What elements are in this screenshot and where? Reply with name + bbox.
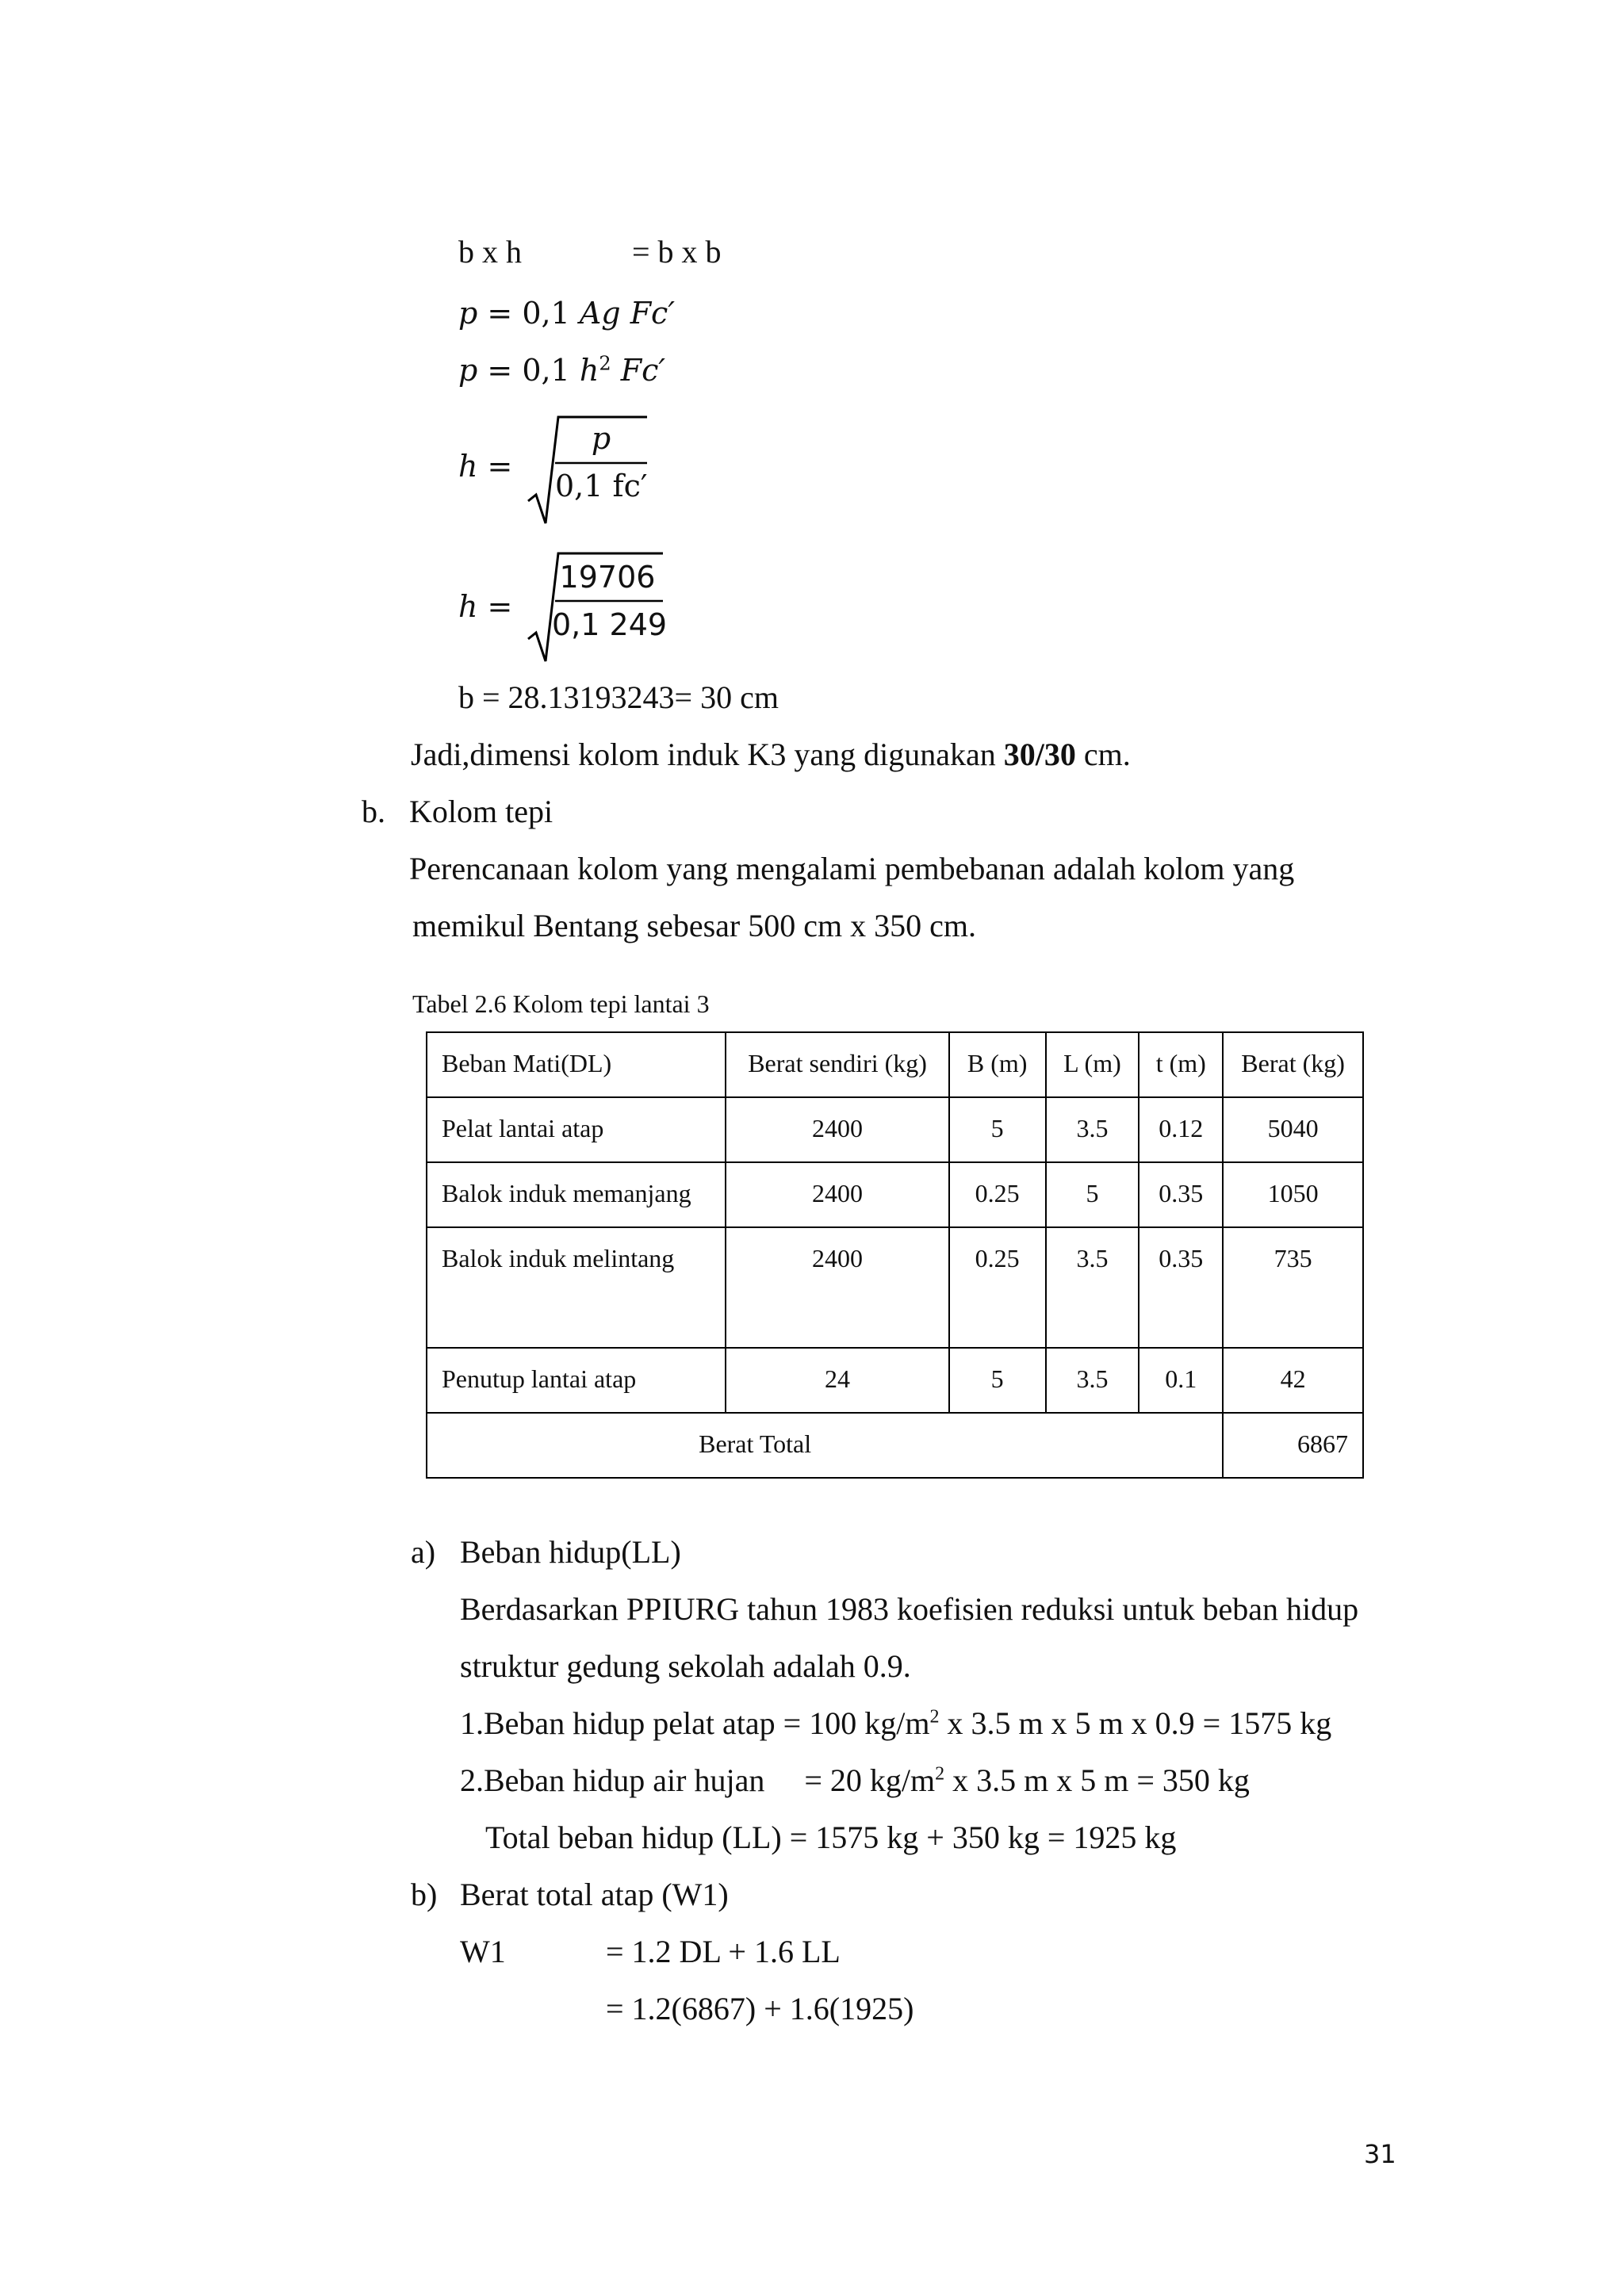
formula-h1-denominator: 0,1 fc′ xyxy=(555,469,648,503)
table-header-cell: L (m) xyxy=(1046,1032,1139,1097)
table-header-cell: Berat (kg) xyxy=(1223,1032,1363,1097)
page-number: 31 xyxy=(1364,2139,1396,2169)
roof-weight-eq1: = 1.2 DL + 1.6 LL xyxy=(606,1934,841,1969)
table-cell: 5 xyxy=(1046,1162,1139,1227)
table-header-cell: Beban Mati(DL) xyxy=(427,1032,726,1097)
table-cell: 3.5 xyxy=(1046,1227,1139,1348)
table-total-value: 6867 xyxy=(1223,1413,1363,1478)
table-cell: 2400 xyxy=(726,1227,948,1348)
table-header-row xyxy=(427,1032,1363,1097)
table-cell: 5 xyxy=(949,1097,1046,1162)
table-cell: Balok induk memanjang xyxy=(427,1162,726,1227)
table-cell: 5 xyxy=(949,1348,1046,1413)
table-cell: 24 xyxy=(726,1348,948,1413)
roof-weight-title: Berat total atap (W1) xyxy=(460,1877,729,1912)
formula-h2-numerator: 19706 xyxy=(559,560,656,595)
formula-bxh-right: = b x b xyxy=(632,234,722,270)
table-total-label: Berat Total xyxy=(427,1413,1223,1478)
table-header-cell: Berat sendiri (kg) xyxy=(726,1032,948,1097)
table-cell: 3.5 xyxy=(1046,1097,1139,1162)
roof-weight-eq2: = 1.2(6867) + 1.6(1925) xyxy=(606,1991,914,2026)
table-row xyxy=(427,1227,1363,1348)
section-b-title: Kolom tepi xyxy=(409,794,553,829)
table-cell: 0.25 xyxy=(949,1227,1046,1348)
live-load-total: Total beban hidup (LL) = 1575 kg + 350 kg = 1925 kg xyxy=(485,1820,1177,1855)
live-load-item2: 2.Beban hidup air hujan = 20 $kg/m^2$ x 3.5 m x 5 m = 350 kg xyxy=(460,1762,1250,1798)
table-header-cell: t (m) xyxy=(1139,1032,1223,1097)
table-row xyxy=(427,1097,1363,1162)
table-header-cell: B (m) xyxy=(949,1032,1046,1097)
table-caption: Tabel 2.6 Kolom tepi lantai 3 xyxy=(412,989,710,1018)
roof-weight-marker: b) xyxy=(411,1877,438,1912)
live-load-item1: 1.Beban hidup pelat atap = 100 $kg/m^2$ x 3.5 m x 5 m x 0.9 = 1575 kg xyxy=(460,1705,1332,1741)
formula-h1-lhs: h = xyxy=(458,449,513,484)
live-load-paragraph-line2: struktur gedung sekolah adalah 0.9. xyxy=(460,1648,911,1684)
table-cell: 0.1 xyxy=(1139,1348,1223,1413)
table-cell: Penutup lantai atap xyxy=(427,1348,726,1413)
formula-b-result: b = 28.13193243= 30 cm xyxy=(458,679,779,715)
formula-h2-denominator: 0,1 249 xyxy=(552,607,668,642)
table-cell: 0.35 xyxy=(1139,1227,1223,1348)
table-cell: 2400 xyxy=(726,1097,948,1162)
table-cell: 5040 xyxy=(1223,1097,1363,1162)
section-b-paragraph-line2: memikul Bentang sebesar 500 cm x 350 cm. xyxy=(412,908,976,943)
formula-p-ag: p = 0,1 Ag Fc′ xyxy=(458,296,675,331)
table-cell: Balok induk melintang xyxy=(427,1227,726,1348)
table-cell: 2400 xyxy=(726,1162,948,1227)
table-cell: 42 xyxy=(1223,1348,1363,1413)
live-load-title: Beban hidup(LL) xyxy=(460,1534,681,1570)
conclusion-text: Jadi,dimensi kolom induk K3 yang digunakan 30/30 cm. xyxy=(411,737,1131,772)
formula-h1-numerator: p xyxy=(591,421,611,456)
table-row xyxy=(427,1162,1363,1227)
table-cell: 0.12 xyxy=(1139,1097,1223,1162)
table-cell: 735 xyxy=(1223,1227,1363,1348)
table-cell: 3.5 xyxy=(1046,1348,1139,1413)
table-cell: 0.35 xyxy=(1139,1162,1223,1227)
formula-p-h2: p = 0,1 $h^2$ Fc′ xyxy=(458,352,665,388)
table-row xyxy=(427,1348,1363,1413)
roof-weight-label: W1 xyxy=(460,1934,506,1969)
formula-bxh-left: b x h xyxy=(458,234,522,270)
live-load-marker: a) xyxy=(411,1534,436,1570)
dead-load-table xyxy=(426,1031,1364,1479)
table-cell: Pelat lantai atap xyxy=(427,1097,726,1162)
section-b-marker: b. xyxy=(362,794,385,829)
live-load-paragraph-line1: Berdasarkan PPIURG tahun 1983 koefisien reduksi untuk beban hidup xyxy=(460,1591,1359,1627)
formula-h2-lhs: h = xyxy=(458,589,513,624)
table-cell: 0.25 xyxy=(949,1162,1046,1227)
table-total-row xyxy=(427,1413,1363,1478)
section-b-paragraph-line1: Perencanaan kolom yang mengalami pembebanan adalah kolom yang xyxy=(409,851,1295,886)
table-cell: 1050 xyxy=(1223,1162,1363,1227)
